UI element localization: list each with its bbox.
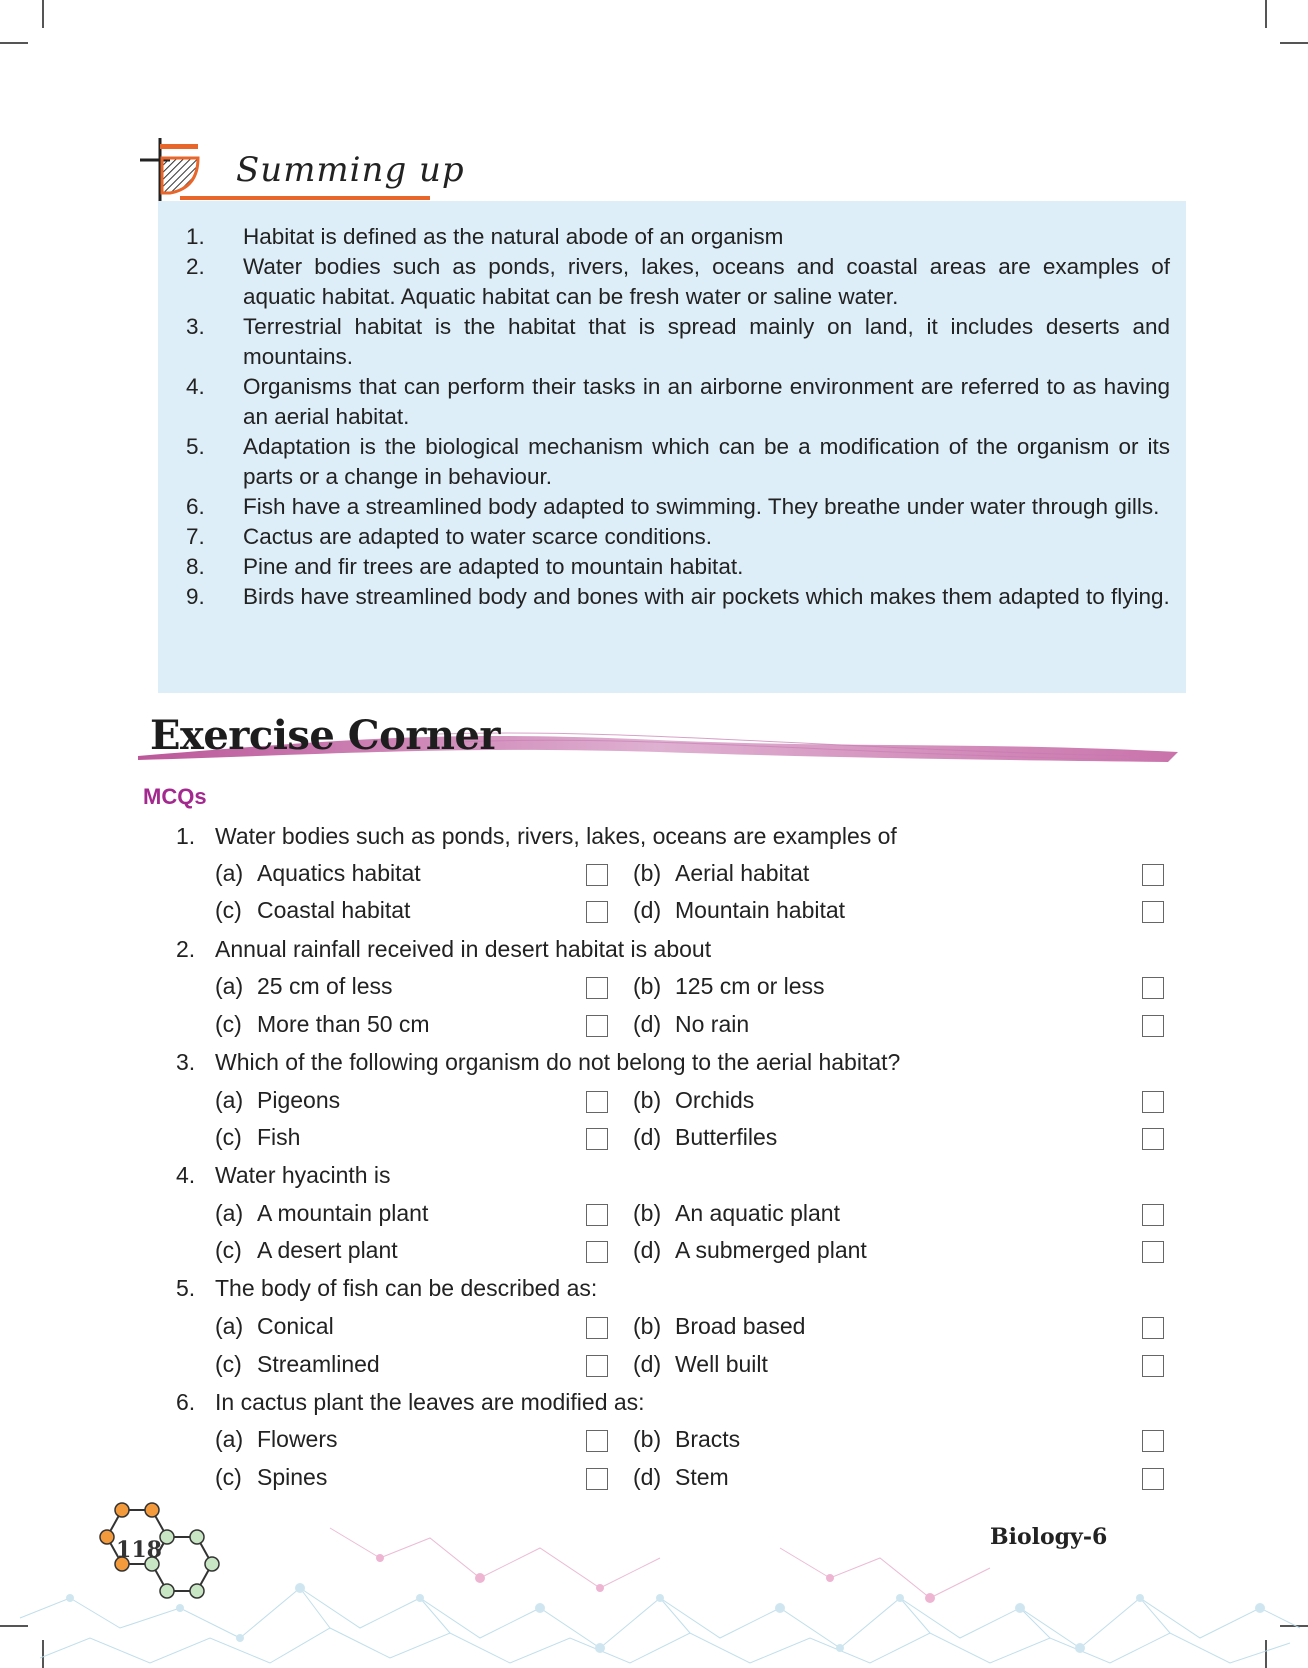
option: (a) Conical xyxy=(215,1313,334,1339)
answer-checkbox[interactable] xyxy=(1142,1015,1164,1037)
answer-checkbox[interactable] xyxy=(1142,1317,1164,1339)
option: (d) Stem xyxy=(633,1464,729,1490)
answer-checkbox[interactable] xyxy=(1142,1241,1164,1263)
option: (c) Fish xyxy=(215,1124,301,1150)
answer-checkbox[interactable] xyxy=(586,1468,608,1490)
option: (d) Butterfiles xyxy=(633,1124,778,1150)
crop-mark xyxy=(1265,0,1267,28)
option: (b) Bracts xyxy=(633,1426,741,1452)
option: (d) A submerged plant xyxy=(633,1237,867,1263)
option: (a) Flowers xyxy=(215,1426,338,1452)
answer-checkbox[interactable] xyxy=(1142,864,1164,886)
question: 3. Which of the following organism do not belong to the aerial habitat? xyxy=(176,1049,901,1075)
answer-checkbox[interactable] xyxy=(1142,977,1164,999)
crop-mark xyxy=(0,42,28,44)
answer-checkbox[interactable] xyxy=(1142,1128,1164,1150)
answer-checkbox[interactable] xyxy=(1142,1355,1164,1377)
list-item: 6. Fish have a streamlined body adapted to swimming. They breathe under water through gills. xyxy=(186,494,1160,519)
question: 6. In cactus plant the leaves are modified as: xyxy=(176,1389,645,1415)
answer-checkbox[interactable] xyxy=(586,1128,608,1150)
answer-checkbox[interactable] xyxy=(1142,1091,1164,1113)
list-item: 9. Birds have streamlined body and bones with air pockets which makes them adapted to flying. xyxy=(186,584,1170,609)
list-item: 7. Cactus are adapted to water scarce conditions. xyxy=(186,524,713,549)
exercise-corner-title: Exercise Corner xyxy=(150,712,500,759)
answer-checkbox[interactable] xyxy=(586,1091,608,1113)
option: (b) An aquatic plant xyxy=(633,1200,840,1226)
question: 2. Annual rainfall received in desert habitat is about xyxy=(176,936,712,962)
answer-checkbox[interactable] xyxy=(1142,1204,1164,1226)
list-item: 4. Organisms that can perform their tasks in an airborne environment are referred to as having an aerial habitat. xyxy=(186,374,1170,429)
list-item: 2. Water bodies such as ponds, rivers, lakes, oceans and coastal areas are examples of aquatic habitat. Aquatic habitat can be fresh water or saline water. xyxy=(186,254,1170,309)
summing-up-title: Summing up xyxy=(236,150,465,190)
option: (c) A desert plant xyxy=(215,1237,398,1263)
option: (d) No rain xyxy=(633,1011,750,1037)
answer-checkbox[interactable] xyxy=(586,901,608,923)
option: (a) A mountain plant xyxy=(215,1200,429,1226)
option: (b) Orchids xyxy=(633,1087,755,1113)
option: (c) More than 50 cm xyxy=(215,1011,430,1037)
option: (b) 125 cm or less xyxy=(633,973,825,999)
answer-checkbox[interactable] xyxy=(586,977,608,999)
option: (a) 25 cm of less xyxy=(215,973,393,999)
question: 1. Water bodies such as ponds, rivers, lakes, oceans are examples of xyxy=(176,823,897,849)
answer-checkbox[interactable] xyxy=(586,1317,608,1339)
answer-checkbox[interactable] xyxy=(1142,1468,1164,1490)
list-item: 8. Pine and fir trees are adapted to mountain habitat. xyxy=(186,554,744,579)
option: (c) Spines xyxy=(215,1464,328,1490)
option: (c) Coastal habitat xyxy=(215,897,411,923)
answer-checkbox[interactable] xyxy=(1142,1430,1164,1452)
list-item: 5. Adaptation is the biological mechanism which can be a modification of the organism or its parts or a change in behaviour. xyxy=(186,434,1170,489)
option: (b) Aerial habitat xyxy=(633,860,810,886)
answer-checkbox[interactable] xyxy=(586,864,608,886)
option: (d) Mountain habitat xyxy=(633,897,846,923)
question: 4. Water hyacinth is xyxy=(176,1162,391,1188)
question: 5. The body of fish can be described as: xyxy=(176,1275,598,1301)
option: (c) Streamlined xyxy=(215,1351,380,1377)
page-number: 118 xyxy=(116,1537,162,1563)
summary-list xyxy=(186,222,1170,612)
crop-mark xyxy=(1280,42,1308,44)
list-item: 1. Habitat is defined as the natural abode of an organism xyxy=(186,224,784,249)
answer-checkbox[interactable] xyxy=(586,1241,608,1263)
list-item: 3. Terrestrial habitat is the habitat that is spread mainly on land, it includes deserts and mountains. xyxy=(186,314,1170,369)
mcqs-heading: MCQs xyxy=(143,784,207,809)
option: (d) Well built xyxy=(633,1351,768,1377)
answer-checkbox[interactable] xyxy=(586,1430,608,1452)
book-title: Biology-6 xyxy=(990,1524,1108,1550)
crop-mark xyxy=(42,0,44,28)
answer-checkbox[interactable] xyxy=(1142,901,1164,923)
option: (a) Aquatics habitat xyxy=(215,860,421,886)
option: (b) Broad based xyxy=(633,1313,806,1339)
answer-checkbox[interactable] xyxy=(586,1355,608,1377)
answer-checkbox[interactable] xyxy=(586,1015,608,1037)
answer-checkbox[interactable] xyxy=(586,1204,608,1226)
option: (a) Pigeons xyxy=(215,1087,341,1113)
